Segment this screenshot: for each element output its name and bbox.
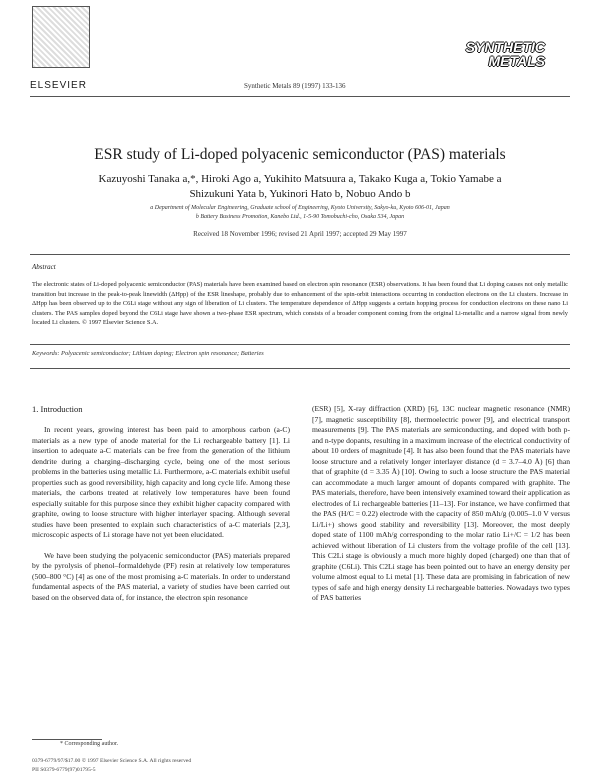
- received-dates: Received 18 November 1996; revised 21 April 1997; accepted 29 May 1997: [193, 230, 407, 238]
- paragraph: We have been studying the polyacenic semiconductor (PAS) materials prepared by the pyrolysis of phenol–formaldehyde (PF) resin at relatively low temperatures (500–800 °C) [4] as one of the most promising a-C materials. In order to understand fundamental aspects of the PAS material, a variety of studies have been carried out based on the observed data of, for instance, the electron spin resonance: [32, 550, 290, 602]
- article-title: ESR study of Li-doped polyacenic semiconductor (PAS) materials: [94, 146, 506, 163]
- journal-reference: Synthetic Metals 89 (1997) 133-136: [244, 82, 346, 90]
- affiliation-b: b Battery Business Promotion, Kanebo Ltd., 1-5-90 Tomobuchi-cho, Osaka 534, Japan: [195, 214, 405, 220]
- right-column: [312, 404, 570, 614]
- body-divider: [30, 368, 570, 369]
- keywords-divider: [30, 344, 570, 345]
- keywords: Keywords: Polyacenic semiconductor; Lithium doping; Electron spin resonance; Batteries: [32, 350, 264, 357]
- elsevier-tree-icon: [32, 6, 90, 68]
- authors-line-1: Kazuyoshi Tanaka a,*, Hiroki Ago a, Yukihito Matsuura a, Takako Kuga a, Tokio Yamabe a: [98, 173, 502, 185]
- abstract-text: The electronic states of Li-doped polyacenic semiconductor (PAS) materials have been examined based on electron spin resonance (ESR) observations. It has been found that Li doping causes not only metallic transition but increase in the peak-to-peak linewidth (ΔHpp) of the ESR lineshape, probably due to enhancement of the spin-orbit interactions occurring in conduction electrons on the Li clusters. Increase in ΔHpp has been observed up to the C6Li stage without any sign of liberation of Li clusters. The temperature dependence of ΔHpp suggests a certain hopping process for conduction electrons on these nano Li clusters. The PAS samples doped beyond the C6Li stage have shown a two-phase ESR spectrum, which consists of a broader component coming from the original Li-metallic and a narrow signal from newly located Li clusters. © 1997 Elsevier Science S.A.: [32, 281, 568, 326]
- journal-logo: [463, 40, 545, 68]
- abstract-label: Abstract: [32, 263, 56, 271]
- paragraph: (ESR) [5], X-ray diffraction (XRD) [6], 13C nuclear magnetic resonance (NMR) [7], magnetic susceptibility [8], thermoelectric power [9], and electrical transport measurements [9]. The PAS materials are semiconducting, and doped with both p- and n-type dopants, resulting in a maximum increase of the electrical conductivity of about 10 orders of magnitude [4]. It has also been found that the PAS materials have loose structure and a relatively longer interlayer distance (d = 3.7–4.0 Å) [6] than that of graphite (d = 3.35 Å) [10]. Owing to such a loose structure the PAS material can accommodate a much larger amount of dopants compared with graphite. The PAS materials, therefore, have been intensively examined toward their application as electrodes of Li rechargeable batteries [11–13]. For instance, we have confirmed that the PAS (H/C = 0.22) electrode with the capacity of 850 mAh/g (0.005–1.0 V versus Li/Li+) shows good stability and reversibility [13]. Moreover, the most deeply doped state of 1100 mAh/g corresponding to the molar ratio Li+/C = 1/2 has been achieved without liberation of Li clusters from the voltage profile of the cell [13]. This C2Li stage is obviously a much more highly doped (charged) one than that of graphite (C6Li). This C2Li stage has been pointed out to have an energy density per volume almost equal to Li metal [1]. These data are promising in fabrication of new types of safe and high energy density Li rechargeable batteries. Nowadays two types of PAS batteries: [312, 404, 570, 602]
- abstract-top-divider: [30, 254, 570, 255]
- copyright-line: 0379-6779/97/$17.00 © 1997 Elsevier Science S.A. All rights reserved: [32, 758, 192, 764]
- footnote: * Corresponding author.: [60, 741, 119, 747]
- publisher-name: ELSEVIER: [30, 80, 87, 91]
- journal-logo-line1: SYNTHETIC: [465, 39, 545, 55]
- left-column: [32, 425, 290, 613]
- elsevier-logo: [32, 6, 90, 80]
- footnote-divider: [32, 739, 102, 740]
- section-heading: 1. Introduction: [32, 404, 83, 414]
- affiliation-a: a Department of Molecular Engineering, Graduate school of Engineering, Kyoto University, Sakyo-ku, Kyoto 606-01, Japan: [150, 205, 450, 211]
- paragraph: In recent years, growing interest has been paid to amorphous carbon (a-C) materials as a new type of anode material for the Li rechargeable battery [1]. Li insertion to adequate a-C materials can be free from the generation of the lithium dendrite during a charging–discharging cycle, being one of the most serious problems in the batteries using metallic Li. Furthermore, a-C materials exhibit useful properties such as good reversibility, high capacity and long cycle life. Among these materials, the carbons treated at relatively low temperatures have been found especially suitable for this purpose since they exhibit higher capacity compared with graphite, owing to loose structure with higher interlayer spacing. Although several studies have been presented to explain such characteristics of a-C materials [2,3], microscopic aspects of Li storage have not yet been elucidated.: [32, 425, 290, 539]
- journal-logo-line2: METALS: [488, 53, 545, 69]
- authors-line-2: Shizukuni Yata b, Yukinori Hato b, Nobuo Ando b: [189, 188, 411, 200]
- header-divider: [30, 96, 570, 97]
- pii-line: PII S0379-6779(97)01795-5: [32, 767, 96, 773]
